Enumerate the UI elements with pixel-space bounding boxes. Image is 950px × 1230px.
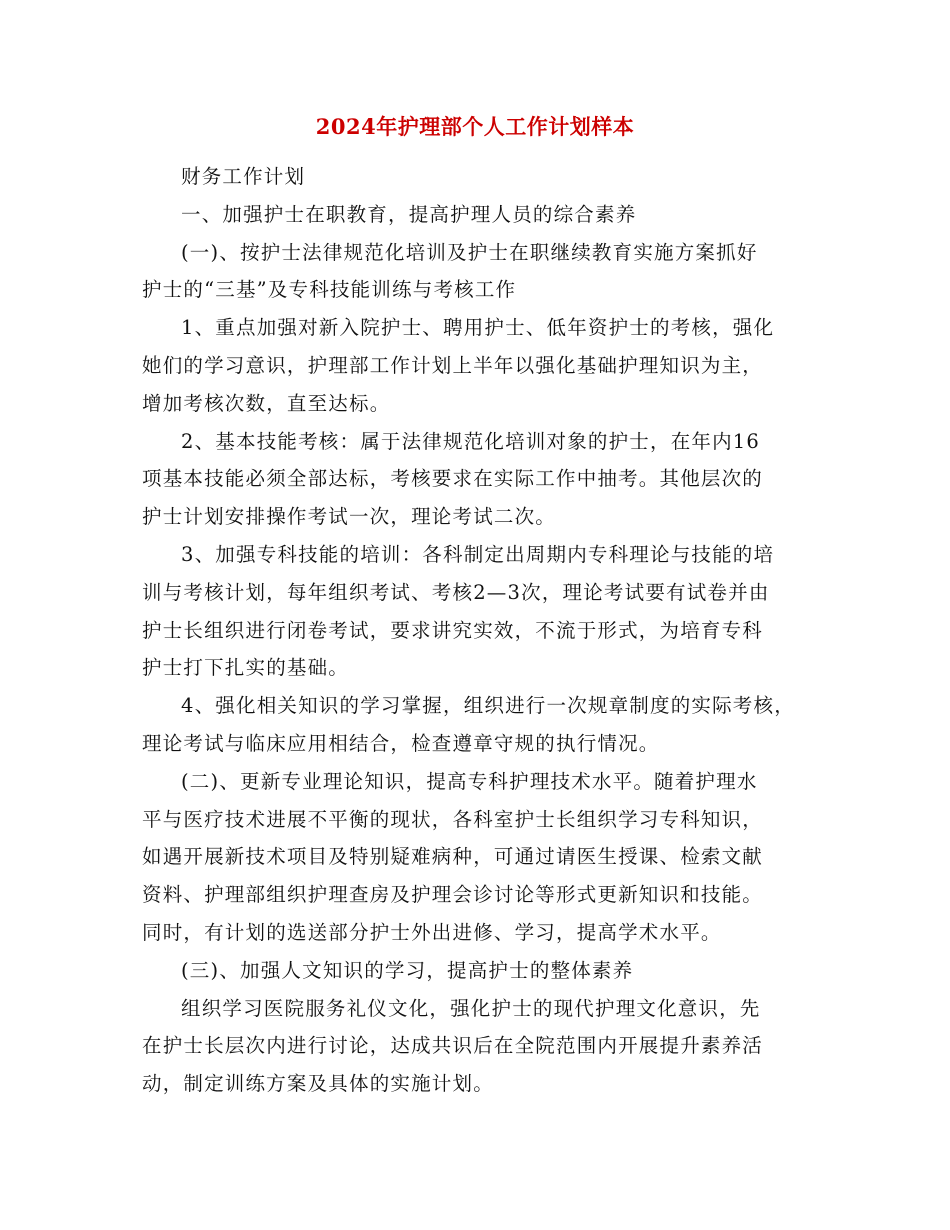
paragraph-item-2: 2、基本技能考核：属于法律规范化培训对象的护士，在年内16 项基本技能必须全部达标，考核要求在实际工作中抽考。其他层次的 护士计划安排操作考试一次，理论考试二次。 [142,429,764,529]
document-body [142,158,832,1103]
paragraph-subsection-3: (三)、加强人文知识的学习，提高护士的整体素养 [181,958,634,982]
paragraph-culture-training: 组织学习医院服务礼仪文化，强化护士的现代护理文化意识，先 在护士长层次内进行讨论，达成共识后在全院范围内开展提升素养活 动，制定训练方案及具体的实施计划。 [142,996,764,1096]
paragraph-subsection-2: (二)、更新专业理论知识，提高专科护理技术水平。随着护理水 平与医疗技术进展不平衡的现状，各科室护士长组织学习专科知识， 如遇开展新技术项目及特别疑难病种，可通过请医生授课、检索文献 资料、护理部组织护理查房及护理会诊讨论等形式更新知识和技能。 同时，有计划的选送部分护士外出进修、学习，提高学术水平。 [142,769,764,944]
paragraph-section-1-heading: 一、加强护士在职教育，提高护理人员的综合素养 [181,202,637,226]
paragraph-item-1: 1、重点加强对新入院护士、聘用护士、低年资护士的考核，强化 她们的学习意识，护理部工作计划上半年以强化基础护理知识为主， 增加考核次数，直至达标。 [142,316,775,415]
paragraph-finance-plan: 财务工作计划 [181,165,306,188]
paragraph-subsection-1: (一)、按护士法律规范化培训及护士在职继续教育实施方案抓好 护士的“三基”及专科技能训练与考核工作 [142,240,758,302]
paragraph-item-4: 4、强化相关知识的学习掌握，组织进行一次规章制度的实际考核， 理论考试与临床应用相结合，检查遵章守规的执行情况。 [142,694,795,755]
document-title: 2024年护理部个人工作计划样本 [315,114,635,139]
paragraph-item-3: 3、加强专科技能的培训：各科制定出周期内专科理论与技能的培 训与考核计划，每年组织考试、考核2—3次，理论考试要有试卷并由 护士长组织进行闭卷考试，要求讲究实效，不流于形式，为培育专科 护士打下扎实的基础。 [142,542,775,680]
